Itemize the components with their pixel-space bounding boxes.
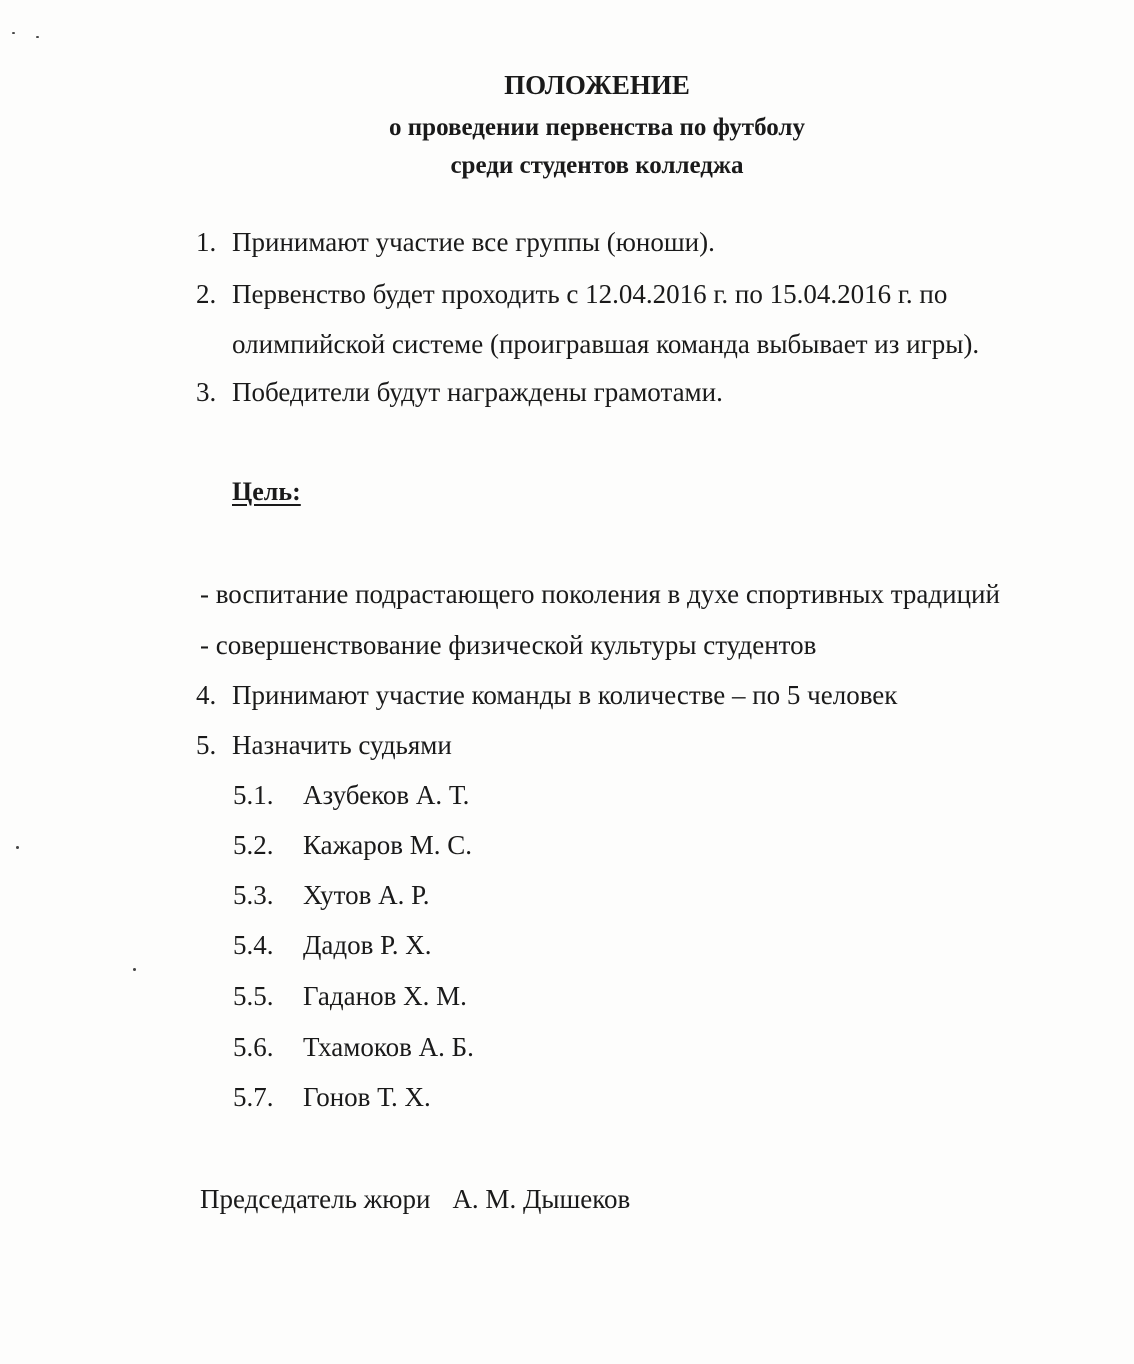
goal-heading: Цель:: [232, 477, 301, 506]
list-item: [196, 729, 452, 761]
judge-number: 5.5.: [233, 981, 274, 1011]
list-item: [196, 376, 723, 408]
document-subtitle-line2: среди студентов колледжа: [450, 152, 744, 179]
judge-name: Кажаров М. С.: [303, 830, 473, 860]
judge-item: [233, 1081, 431, 1113]
judge-number: 5.1.: [233, 780, 274, 810]
judge-name: Тхамоков А. Б.: [303, 1032, 474, 1062]
judge-number: 5.7.: [233, 1082, 274, 1112]
judge-item: [233, 980, 467, 1012]
judge-item: [233, 879, 429, 911]
judge-name: Азубеков А. Т.: [303, 780, 470, 810]
list-item: [196, 226, 715, 258]
document-subtitle-line1: о проведении первенства по футболу: [389, 114, 805, 141]
item-number: 5.: [196, 730, 217, 760]
judge-item: [233, 829, 472, 861]
item-number: 1.: [196, 227, 217, 257]
goal-bullet: - воспитание подрастающего поколения в духе спортивных традиций: [200, 579, 1000, 609]
item-number: 4.: [196, 680, 217, 710]
list-item: [196, 679, 897, 711]
list-item-continuation: олимпийской системе (проигравшая команда выбывает из игры).: [232, 329, 980, 359]
judge-name: Гонов Т. Х.: [303, 1082, 431, 1112]
goal-bullet: - совершенствование физической культуры студентов: [200, 630, 817, 660]
judge-item: [233, 929, 432, 961]
item-text: Победители будут награждены грамотами.: [232, 377, 723, 407]
item-number: 2.: [196, 279, 217, 309]
item-text: Первенство будет проходить с 12.04.2016 г. по 15.04.2016 г. по: [232, 279, 948, 309]
judge-name: Дадов Р. Х.: [303, 930, 432, 960]
signature-name: А. М. Дышеков: [452, 1184, 631, 1214]
judge-name: Хутов А. Р.: [303, 880, 430, 910]
scan-speck: [36, 36, 39, 38]
list-item: [196, 278, 947, 310]
judge-number: 5.2.: [233, 830, 274, 860]
item-text: Назначить судьями: [232, 730, 452, 760]
item-text: Принимают участие все группы (юноши).: [232, 227, 715, 257]
judge-number: 5.6.: [233, 1032, 274, 1062]
scan-speck: [12, 32, 15, 34]
scan-speck: [16, 846, 19, 849]
signature-label: Председатель жюри: [200, 1184, 431, 1214]
signature-line: [200, 1183, 630, 1215]
item-text: Принимают участие команды в количестве – по 5 человек: [232, 680, 898, 710]
judge-item: [233, 779, 469, 811]
judge-name: Гаданов Х. М.: [303, 981, 467, 1011]
judge-item: [233, 1031, 474, 1063]
document-title: ПОЛОЖЕНИЕ: [504, 70, 690, 100]
scan-speck: [133, 968, 136, 971]
item-number: 3.: [196, 377, 217, 407]
judge-number: 5.4.: [233, 930, 274, 960]
judge-number: 5.3.: [233, 880, 274, 910]
